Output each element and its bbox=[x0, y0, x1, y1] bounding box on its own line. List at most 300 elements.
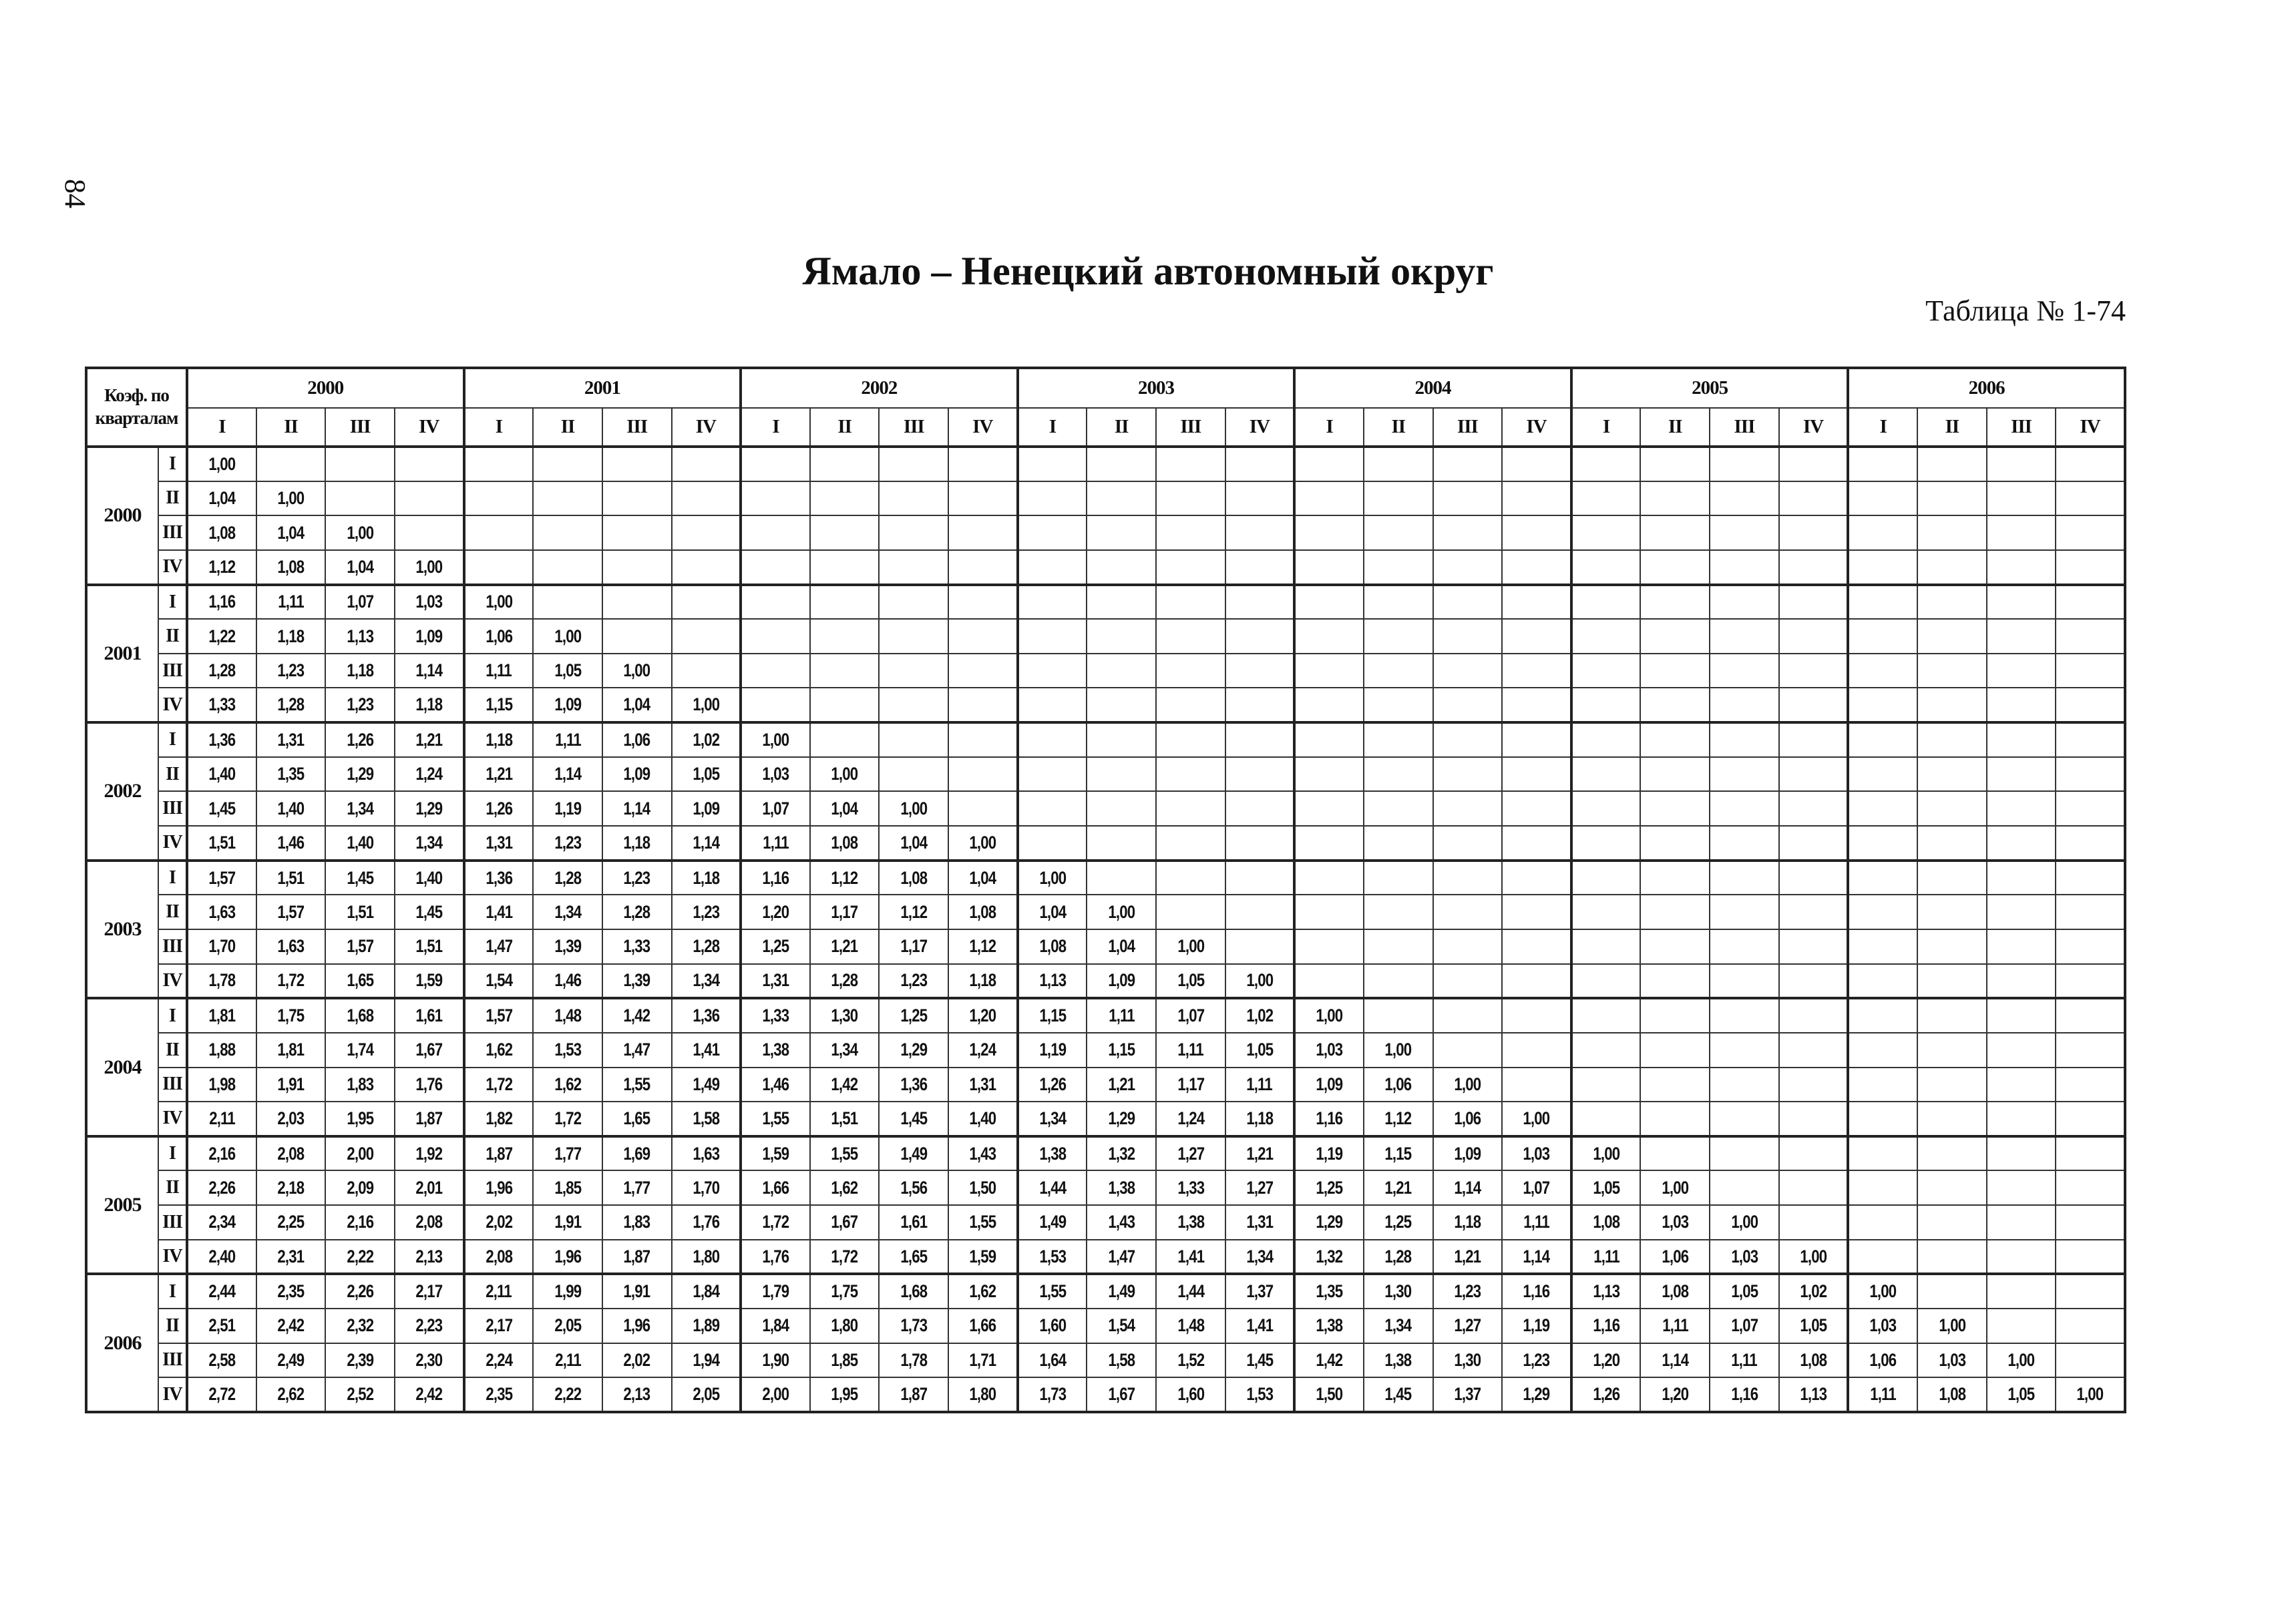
coefficient-value: 1,29 bbox=[1316, 1212, 1343, 1232]
empty-cell bbox=[1848, 895, 1917, 929]
coefficient-value: 1,73 bbox=[900, 1315, 928, 1336]
empty-cell bbox=[1433, 757, 1503, 792]
empty-cell bbox=[1156, 481, 1225, 516]
empty-cell bbox=[1364, 861, 1433, 895]
column-year-header: 2001 bbox=[464, 368, 741, 408]
table-cell bbox=[1156, 964, 1225, 999]
table-cell bbox=[741, 861, 810, 895]
table-cell bbox=[533, 1136, 602, 1171]
coefficient-value: 1,09 bbox=[1316, 1074, 1343, 1094]
empty-cell bbox=[1018, 688, 1087, 722]
table-cell bbox=[741, 1309, 810, 1343]
table-cell bbox=[672, 791, 741, 826]
coefficient-value: 1,52 bbox=[1177, 1349, 1204, 1370]
empty-cell bbox=[1156, 550, 1225, 585]
table-row bbox=[86, 895, 2125, 929]
coefficient-value: 1,36 bbox=[900, 1074, 928, 1094]
table-cell bbox=[464, 1343, 534, 1378]
coefficient-value: 2,62 bbox=[277, 1384, 305, 1405]
table-cell bbox=[395, 1102, 464, 1136]
coefficient-value: 1,65 bbox=[347, 970, 374, 991]
table-cell bbox=[879, 791, 948, 826]
column-quarter-header: III bbox=[325, 408, 395, 447]
empty-cell bbox=[533, 585, 602, 620]
table-cell bbox=[464, 998, 534, 1033]
empty-cell bbox=[464, 550, 534, 585]
row-quarter-label: II bbox=[158, 1033, 187, 1068]
coefficient-value: 1,06 bbox=[1454, 1108, 1481, 1128]
table-cell bbox=[1087, 998, 1156, 1033]
empty-cell bbox=[672, 447, 741, 481]
coefficient-value: 1,05 bbox=[1800, 1315, 1827, 1336]
empty-cell bbox=[1987, 998, 2056, 1033]
empty-cell bbox=[1779, 895, 1849, 929]
empty-cell bbox=[1571, 619, 1641, 654]
coefficient-value: 1,21 bbox=[1246, 1143, 1273, 1164]
coefficient-value: 1,57 bbox=[277, 901, 305, 922]
empty-cell bbox=[1640, 1136, 1710, 1171]
empty-cell bbox=[2056, 585, 2125, 620]
table-cell bbox=[948, 826, 1018, 861]
table-row bbox=[86, 1068, 2125, 1102]
table-cell bbox=[810, 1136, 880, 1171]
coefficient-value: 1,62 bbox=[554, 1074, 581, 1094]
table-cell bbox=[256, 1309, 326, 1343]
empty-cell bbox=[1294, 688, 1364, 722]
empty-cell bbox=[1987, 1309, 2056, 1343]
empty-cell bbox=[1710, 826, 1779, 861]
empty-cell bbox=[1433, 688, 1503, 722]
table-cell bbox=[1294, 1240, 1364, 1274]
coefficient-value: 1,18 bbox=[1454, 1212, 1481, 1232]
coefficient-value: 1,12 bbox=[831, 867, 858, 888]
empty-cell bbox=[2056, 447, 2125, 481]
empty-cell bbox=[741, 688, 810, 722]
empty-cell bbox=[1848, 585, 1917, 620]
table-cell bbox=[1433, 1102, 1503, 1136]
table-cell bbox=[1018, 895, 1087, 929]
coefficient-value: 1,06 bbox=[623, 729, 650, 750]
coefficient-value: 1,98 bbox=[208, 1074, 236, 1094]
coefficient-value: 2,11 bbox=[554, 1349, 581, 1370]
table-cell bbox=[1018, 1033, 1087, 1068]
table-cell bbox=[1294, 1274, 1364, 1309]
coefficient-value: 1,23 bbox=[277, 660, 305, 681]
coefficient-value: 1,54 bbox=[485, 970, 512, 991]
empty-cell bbox=[1087, 585, 1156, 620]
coefficient-value: 1,55 bbox=[762, 1108, 789, 1128]
table-cell bbox=[741, 1205, 810, 1240]
coefficient-value: 1,85 bbox=[554, 1177, 581, 1198]
coefficient-value: 1,91 bbox=[623, 1281, 650, 1302]
empty-cell bbox=[325, 447, 395, 481]
table-cell bbox=[879, 826, 948, 861]
table-cell bbox=[325, 654, 395, 688]
table-cell bbox=[741, 1274, 810, 1309]
coefficient-value: 1,27 bbox=[1177, 1143, 1204, 1164]
column-quarter-header: II bbox=[810, 408, 880, 447]
empty-cell bbox=[1364, 619, 1433, 654]
table-cell bbox=[187, 1274, 256, 1309]
table-cell bbox=[256, 1102, 326, 1136]
empty-cell bbox=[1156, 722, 1225, 757]
table-cell bbox=[325, 550, 395, 585]
coefficient-value: 2,13 bbox=[623, 1384, 650, 1405]
table-row bbox=[86, 1136, 2125, 1171]
empty-cell bbox=[1987, 447, 2056, 481]
table-row bbox=[86, 481, 2125, 516]
coefficient-value: 1,20 bbox=[969, 1005, 996, 1026]
table-cell bbox=[1571, 1240, 1641, 1274]
coefficient-value: 1,46 bbox=[554, 970, 581, 991]
coefficient-value: 1,14 bbox=[1454, 1177, 1481, 1198]
coefficient-value: 1,47 bbox=[623, 1039, 650, 1060]
empty-cell bbox=[1225, 688, 1295, 722]
table-row bbox=[86, 550, 2125, 585]
coefficient-value: 1,02 bbox=[1246, 1005, 1273, 1026]
table-cell bbox=[187, 757, 256, 792]
column-quarter-header: I bbox=[1848, 408, 1917, 447]
coefficient-value: 1,11 bbox=[1177, 1039, 1204, 1060]
empty-cell bbox=[1779, 964, 1849, 999]
table-cell bbox=[464, 895, 534, 929]
table-cell bbox=[1225, 1102, 1295, 1136]
coefficient-value: 1,23 bbox=[1523, 1349, 1550, 1370]
empty-cell bbox=[1917, 688, 1987, 722]
coefficient-value: 1,27 bbox=[1454, 1315, 1481, 1336]
empty-cell bbox=[1364, 481, 1433, 516]
table-cell bbox=[602, 998, 672, 1033]
table-cell bbox=[256, 1033, 326, 1068]
table-cell bbox=[1987, 1343, 2056, 1378]
table-cell bbox=[1087, 1102, 1156, 1136]
empty-cell bbox=[1710, 481, 1779, 516]
coefficient-value: 1,66 bbox=[762, 1177, 789, 1198]
coefficient-value: 1,94 bbox=[692, 1349, 719, 1370]
table-cell bbox=[256, 964, 326, 999]
empty-cell bbox=[1710, 861, 1779, 895]
table-cell bbox=[1571, 1343, 1641, 1378]
empty-cell bbox=[1987, 1068, 2056, 1102]
table-cell bbox=[948, 964, 1018, 999]
coefficient-value: 1,04 bbox=[831, 798, 858, 819]
table-cell bbox=[533, 1205, 602, 1240]
coefficient-value: 1,73 bbox=[1039, 1384, 1066, 1405]
table-cell bbox=[672, 1309, 741, 1343]
coefficient-value: 1,91 bbox=[554, 1212, 581, 1232]
empty-cell bbox=[1087, 861, 1156, 895]
coefficient-value: 1,45 bbox=[347, 867, 374, 888]
coefficient-value: 2,35 bbox=[485, 1384, 512, 1405]
table-cell bbox=[325, 1309, 395, 1343]
table-cell bbox=[1917, 1377, 1987, 1412]
table-cell bbox=[464, 1102, 534, 1136]
empty-cell bbox=[741, 515, 810, 550]
coefficient-value: 1,38 bbox=[1039, 1143, 1066, 1164]
table-row bbox=[86, 722, 2125, 757]
table-cell bbox=[464, 688, 534, 722]
empty-cell bbox=[2056, 964, 2125, 999]
table-cell bbox=[1087, 895, 1156, 929]
coefficient-value: 1,48 bbox=[554, 1005, 581, 1026]
empty-cell bbox=[1640, 895, 1710, 929]
table-cell bbox=[1156, 1170, 1225, 1205]
table-cell bbox=[256, 1170, 326, 1205]
coefficient-value: 1,40 bbox=[208, 764, 236, 784]
empty-cell bbox=[1571, 1068, 1641, 1102]
coefficient-value: 2,02 bbox=[623, 1349, 650, 1370]
coefficient-value: 1,11 bbox=[1662, 1315, 1688, 1336]
empty-cell bbox=[1364, 929, 1433, 964]
empty-cell bbox=[1917, 1033, 1987, 1068]
coefficient-value: 1,16 bbox=[1731, 1384, 1758, 1405]
table-cell bbox=[1779, 1309, 1849, 1343]
coefficient-value: 2,02 bbox=[485, 1212, 512, 1232]
coefficient-value: 1,34 bbox=[1039, 1108, 1066, 1128]
empty-cell bbox=[1779, 757, 1849, 792]
empty-cell bbox=[1640, 447, 1710, 481]
empty-cell bbox=[1848, 722, 1917, 757]
empty-cell bbox=[1848, 1068, 1917, 1102]
coefficient-value: 1,46 bbox=[762, 1074, 789, 1094]
empty-cell bbox=[948, 654, 1018, 688]
table-cell bbox=[187, 585, 256, 620]
table-cell bbox=[533, 1068, 602, 1102]
table-cell bbox=[1225, 1377, 1295, 1412]
empty-cell bbox=[2056, 1170, 2125, 1205]
table-cell bbox=[395, 1170, 464, 1205]
coefficient-value: 1,72 bbox=[277, 970, 305, 991]
empty-cell bbox=[948, 481, 1018, 516]
table-cell bbox=[533, 757, 602, 792]
table-cell bbox=[1779, 1274, 1849, 1309]
table-cell bbox=[533, 1102, 602, 1136]
empty-cell bbox=[1710, 998, 1779, 1033]
empty-cell bbox=[1018, 515, 1087, 550]
coefficient-value: 1,30 bbox=[831, 1005, 858, 1026]
coefficient-value: 1,11 bbox=[1870, 1384, 1896, 1405]
coefficient-value: 1,76 bbox=[415, 1074, 443, 1094]
table-cell bbox=[325, 998, 395, 1033]
empty-cell bbox=[1018, 585, 1087, 620]
coefficient-value: 2,11 bbox=[486, 1281, 512, 1302]
coefficient-value: 1,87 bbox=[900, 1384, 928, 1405]
coefficient-value: 1,62 bbox=[969, 1281, 996, 1302]
empty-cell bbox=[2056, 791, 2125, 826]
coefficient-value: 1,72 bbox=[554, 1108, 581, 1128]
empty-cell bbox=[1917, 619, 1987, 654]
table-cell bbox=[1087, 964, 1156, 999]
table-cell bbox=[602, 654, 672, 688]
page-number: 84 bbox=[59, 179, 91, 208]
table-cell bbox=[810, 861, 880, 895]
coefficient-value: 1,74 bbox=[347, 1039, 374, 1060]
column-quarter-header: II bbox=[1087, 408, 1156, 447]
table-cell bbox=[879, 1205, 948, 1240]
coefficient-value: 1,05 bbox=[554, 660, 581, 681]
coefficient-value: 2,08 bbox=[277, 1143, 305, 1164]
table-cell bbox=[1710, 1240, 1779, 1274]
table-cell bbox=[602, 1377, 672, 1412]
table-cell bbox=[1571, 1205, 1641, 1240]
table-cell bbox=[672, 688, 741, 722]
coefficient-value: 1,49 bbox=[1108, 1281, 1135, 1302]
table-cell bbox=[948, 1136, 1018, 1171]
empty-cell bbox=[1571, 895, 1641, 929]
table-cell bbox=[602, 1205, 672, 1240]
table-cell bbox=[741, 1033, 810, 1068]
table-cell bbox=[1018, 1068, 1087, 1102]
coefficient-value: 1,03 bbox=[1316, 1039, 1343, 1060]
empty-cell bbox=[1225, 929, 1295, 964]
coefficient-value: 1,04 bbox=[1108, 936, 1135, 957]
coefficient-value: 1,14 bbox=[1662, 1349, 1689, 1370]
coefficient-value: 1,13 bbox=[1593, 1281, 1620, 1302]
coefficient-value: 1,06 bbox=[1869, 1349, 1897, 1370]
table-cell bbox=[256, 515, 326, 550]
row-quarter-label: III bbox=[158, 791, 187, 826]
table-cell bbox=[464, 1033, 534, 1068]
table-cell bbox=[1018, 1274, 1087, 1309]
empty-cell bbox=[1779, 1033, 1849, 1068]
coefficient-value: 1,13 bbox=[347, 626, 374, 646]
empty-cell bbox=[1640, 585, 1710, 620]
empty-cell bbox=[1571, 998, 1641, 1033]
table-cell bbox=[395, 722, 464, 757]
coefficient-value: 1,00 bbox=[1039, 867, 1066, 888]
coefficient-value: 1,24 bbox=[969, 1039, 996, 1060]
empty-cell bbox=[1294, 481, 1364, 516]
empty-cell bbox=[1987, 826, 2056, 861]
empty-cell bbox=[1987, 1033, 2056, 1068]
empty-cell bbox=[1087, 619, 1156, 654]
table-cell bbox=[395, 1309, 464, 1343]
coefficient-value: 1,81 bbox=[208, 1005, 236, 1026]
table-cell bbox=[672, 1274, 741, 1309]
coefficient-value: 2,40 bbox=[208, 1246, 236, 1266]
table-cell bbox=[533, 861, 602, 895]
empty-cell bbox=[1710, 1102, 1779, 1136]
empty-cell bbox=[1779, 1136, 1849, 1171]
empty-cell bbox=[1987, 1102, 2056, 1136]
coefficient-value: 2,30 bbox=[415, 1349, 443, 1370]
empty-cell bbox=[2056, 757, 2125, 792]
coefficient-value: 1,28 bbox=[208, 660, 236, 681]
empty-cell bbox=[602, 550, 672, 585]
coefficient-value: 1,53 bbox=[1246, 1384, 1273, 1405]
coefficient-value: 1,20 bbox=[762, 901, 789, 922]
table-cell bbox=[256, 1205, 326, 1240]
row-quarter-label: II bbox=[158, 757, 187, 792]
row-year-label: 2004 bbox=[86, 998, 158, 1136]
row-quarter-label: III bbox=[158, 654, 187, 688]
coefficient-value: 1,31 bbox=[277, 729, 305, 750]
coefficient-value: 1,26 bbox=[1593, 1384, 1620, 1405]
table-cell bbox=[602, 1102, 672, 1136]
table-cell bbox=[672, 757, 741, 792]
table-cell bbox=[1018, 1309, 1087, 1343]
empty-cell bbox=[1433, 447, 1503, 481]
coefficient-value: 1,06 bbox=[485, 626, 512, 646]
coefficient-value: 1,28 bbox=[831, 970, 858, 991]
coefficient-value: 1,23 bbox=[900, 970, 928, 991]
empty-cell bbox=[395, 447, 464, 481]
coefficient-value: 1,20 bbox=[1662, 1384, 1689, 1405]
coefficient-value: 1,63 bbox=[692, 1143, 719, 1164]
coefficient-value: 2,22 bbox=[347, 1246, 374, 1266]
table-cell bbox=[256, 1377, 326, 1412]
empty-cell bbox=[1225, 791, 1295, 826]
table-row bbox=[86, 1102, 2125, 1136]
empty-cell bbox=[1433, 895, 1503, 929]
empty-cell bbox=[533, 515, 602, 550]
row-year-label: 2002 bbox=[86, 722, 158, 861]
empty-cell bbox=[741, 481, 810, 516]
table-cell bbox=[741, 1170, 810, 1205]
empty-cell bbox=[464, 515, 534, 550]
table-cell bbox=[602, 895, 672, 929]
table-cell bbox=[395, 585, 464, 620]
coefficient-value: 1,96 bbox=[623, 1315, 650, 1336]
empty-cell bbox=[1710, 929, 1779, 964]
coefficient-value: 1,38 bbox=[1177, 1212, 1204, 1232]
empty-cell bbox=[1640, 654, 1710, 688]
coefficient-value: 1,43 bbox=[969, 1143, 996, 1164]
table-cell bbox=[1917, 1309, 1987, 1343]
coefficient-value: 1,60 bbox=[1177, 1384, 1204, 1405]
table-cell bbox=[1364, 1068, 1433, 1102]
table-row bbox=[86, 515, 2125, 550]
empty-cell bbox=[1987, 1136, 2056, 1171]
coefficient-value: 1,31 bbox=[1246, 1212, 1273, 1232]
coefficient-value: 1,05 bbox=[1593, 1177, 1620, 1198]
empty-cell bbox=[1502, 550, 1571, 585]
coefficient-table bbox=[85, 367, 2126, 1413]
empty-cell bbox=[1087, 654, 1156, 688]
coefficient-value: 2,16 bbox=[347, 1212, 374, 1232]
table-cell bbox=[1156, 1240, 1225, 1274]
coefficient-value: 1,92 bbox=[415, 1143, 443, 1164]
table-cell bbox=[325, 585, 395, 620]
table-cell bbox=[1364, 1205, 1433, 1240]
coefficient-value: 1,49 bbox=[900, 1143, 928, 1164]
coefficient-value: 1,58 bbox=[692, 1108, 719, 1128]
table-row bbox=[86, 585, 2125, 620]
table-cell bbox=[1571, 1377, 1641, 1412]
empty-cell bbox=[2056, 654, 2125, 688]
empty-cell bbox=[1502, 688, 1571, 722]
empty-cell bbox=[1225, 861, 1295, 895]
row-quarter-label: IV bbox=[158, 550, 187, 585]
coefficient-value: 1,00 bbox=[1246, 970, 1273, 991]
coefficient-value: 1,12 bbox=[208, 556, 236, 577]
empty-cell bbox=[810, 515, 880, 550]
empty-cell bbox=[1364, 722, 1433, 757]
empty-cell bbox=[1640, 722, 1710, 757]
coefficient-value: 1,41 bbox=[1177, 1246, 1204, 1266]
empty-cell bbox=[948, 515, 1018, 550]
table-cell bbox=[602, 688, 672, 722]
coefficient-value: 2,17 bbox=[415, 1281, 443, 1302]
coefficient-value: 1,37 bbox=[1454, 1384, 1481, 1405]
empty-cell bbox=[1640, 515, 1710, 550]
empty-cell bbox=[1987, 895, 2056, 929]
coefficient-value: 1,80 bbox=[692, 1246, 719, 1266]
empty-cell bbox=[1710, 619, 1779, 654]
table-cell bbox=[1710, 1205, 1779, 1240]
empty-cell bbox=[1987, 929, 2056, 964]
empty-cell bbox=[1710, 791, 1779, 826]
